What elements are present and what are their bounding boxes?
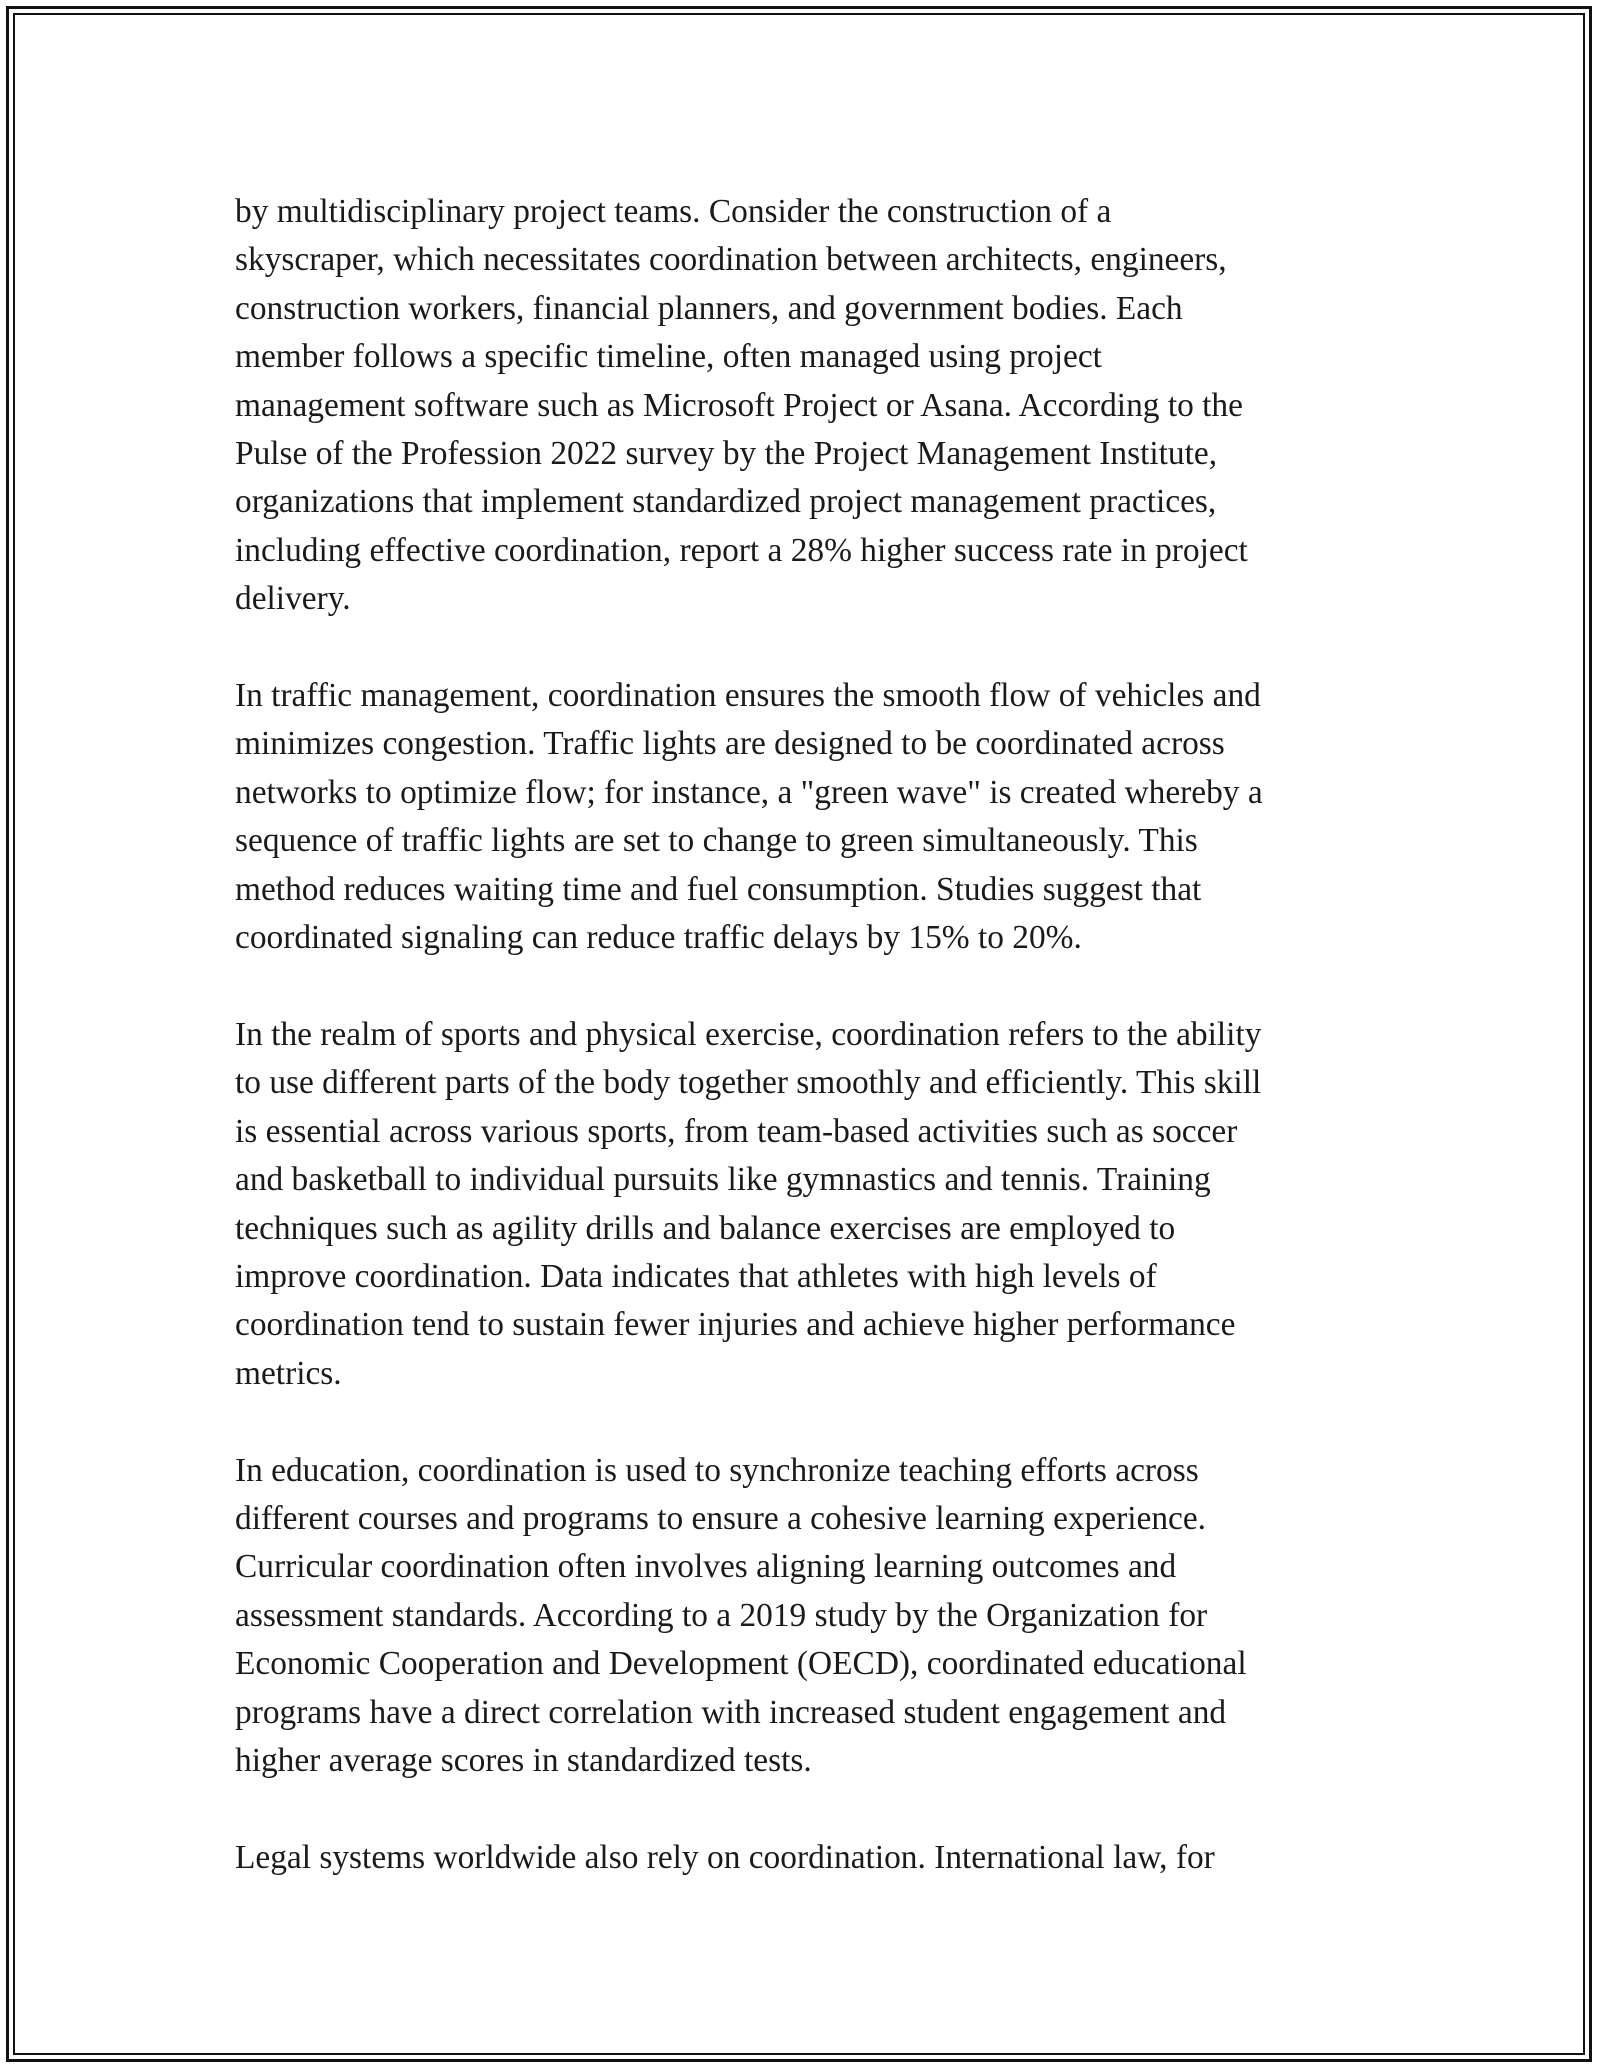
text-line: including effective coordination, report a 28% higher success rate in project <box>235 531 1248 569</box>
text-line: minimizes congestion. Traffic lights are designed to be coordinated across <box>235 725 1225 763</box>
text-line: is essential across various sports, from team-based activities such as soccer <box>235 1112 1238 1150</box>
text-line: coordinated signaling can reduce traffic delays by 15% to 20%. <box>235 919 1082 957</box>
paragraph-project-teams <box>235 188 1375 624</box>
paragraph-traffic-management <box>235 672 1375 962</box>
text-line: method reduces waiting time and fuel consumption. Studies suggest that <box>235 870 1202 908</box>
text-line: In traffic management, coordination ensures the smooth flow of vehicles and <box>235 677 1261 715</box>
text-line: Curricular coordination often involves aligning learning outcomes and <box>235 1548 1177 1586</box>
text-line: improve coordination. Data indicates that athletes with high levels of <box>235 1257 1157 1295</box>
text-line: member follows a specific timeline, often managed using project <box>235 338 1102 376</box>
text-line: by multidisciplinary project teams. Consider the construction of a <box>235 193 1112 230</box>
text-line: higher average scores in standardized tests. <box>235 1741 812 1779</box>
text-line: networks to optimize flow; for instance, a "green wave" is created whereby a <box>235 773 1263 811</box>
text-line: coordination tend to sustain fewer injuries and achieve higher performance <box>235 1306 1236 1344</box>
text-line: skyscraper, which necessitates coordination between architects, engineers, <box>235 241 1227 279</box>
text-line: In the realm of sports and physical exercise, coordination refers to the ability <box>235 1015 1262 1053</box>
text-line: sequence of traffic lights are set to change to green simultaneously. This <box>235 822 1198 860</box>
text-line: and basketball to individual pursuits like gymnastics and tennis. Training <box>235 1161 1211 1199</box>
text-line: different courses and programs to ensure a cohesive learning experience. <box>235 1499 1207 1537</box>
text-line: Economic Cooperation and Development (OECD), coordinated educational <box>235 1645 1247 1683</box>
text-line: Legal systems worldwide also rely on coordination. International law, for <box>235 1838 1215 1876</box>
paragraph-sports <box>235 1011 1375 1398</box>
text-line: construction workers, financial planners, and government bodies. Each <box>235 289 1183 327</box>
paragraph-education <box>235 1447 1375 1786</box>
text-line: Pulse of the Profession 2022 survey by the Project Management Institute, <box>235 435 1218 473</box>
document-body <box>235 188 1375 1931</box>
text-line: techniques such as agility drills and balance exercises are employed to <box>235 1209 1176 1247</box>
text-line: management software such as Microsoft Project or Asana. According to the <box>235 386 1243 424</box>
text-line: programs have a direct correlation with increased student engagement and <box>235 1693 1227 1731</box>
text-line: delivery. <box>235 580 351 618</box>
text-line: assessment standards. According to a 2019 study by the Organization for <box>235 1596 1208 1634</box>
paragraph-legal-systems <box>235 1834 1375 1882</box>
text-line: metrics. <box>235 1354 342 1392</box>
text-line: organizations that implement standardized project management practices, <box>235 483 1217 521</box>
text-line: to use different parts of the body together smoothly and efficiently. This skill <box>235 1064 1262 1102</box>
text-line: In education, coordination is used to synchronize teaching efforts across <box>235 1451 1199 1489</box>
